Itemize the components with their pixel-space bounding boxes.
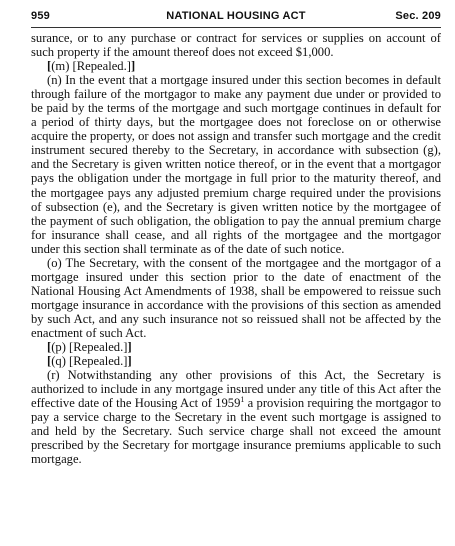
bracket-close: ] [127,340,132,355]
bracket-open: [ [47,340,52,355]
subsection-r-text-start: (r) Notwithstanding any other provisions of this Act, the Secretary is authorized to include in any mortgage insured under any title of this Act after the effective date of the Housing Act of 1959 [31,368,441,411]
bracket-open: [ [47,59,52,74]
running-header [31,9,441,28]
subsection-m-text: (m) [Repealed.] [51,59,131,74]
subsection-q-text: (q) [Repealed.] [51,354,128,369]
subsection-m [31,59,441,73]
bracket-close: ] [130,59,136,74]
document-page [31,9,441,539]
subsection-n: (n) In the event that a mortgage insured under this section becomes in default through failure of the mortgagor to make any payment due under or provided to be paid by the terms of the mortgage and such mortgage continues in default for a period of thirty days, but the mortgagee does not foreclose on or otherwise acquire the property, or does not assign and transfer such mortgage and the credit instrument secured thereby to the Secretary, in accordance with subsection (g), and the Secretary is given written notice thereof, or in the event that a mortgagor pays the obligation under the mortgage in full prior to the maturity thereof, and the mortgagee pays any adjusted premium charge required under the provisions of subsection (e), and the Secretary is given written notice by the mortgagee of the payment of such obligation, the obligation to pay the annual premium charge for insurance shall cease, and all rights of the mortgagee and the mortgagor under this section shall terminate as of the date of such notice. [31,73,441,256]
section-number: Sec. 209 [395,10,441,22]
running-title: NATIONAL HOUSING ACT [166,10,306,22]
bracket-close: ] [127,354,132,369]
subsection-r-text-end: a provision requiring the mortgagor to pay a service charge to the Secretary in the event such mortgage is assigned to and held by the Secretary. Such service charge shall not exceed the amount prescribed by the Secretary for mortgage insurance premiums applicable to such mortgage. [31,396,441,467]
subsection-p [31,340,441,354]
subsection-o: (o) The Secretary, with the consent of the mortgagee and the mortgagor of a mortgage insured under this section prior to the date of enactment of the National Housing Act Amendments of 1938, shall be empowered to reissue such mortgage insurance in accordance with the provisions of this section as amended by such Act, and any such insurance not so reissued shall not be affected by the enactment of such Act. [31,255,441,340]
subsection-r [31,368,441,466]
body-text [31,31,441,466]
page-number: 959 [31,10,50,22]
subsection-q [31,354,441,368]
continued-paragraph: surance, or to any purchase or contract for services or supplies on account of such property if the amount thereof does not exceed $1,000. [31,31,441,60]
bracket-open: [ [47,354,52,369]
footnote-marker: 1 [240,395,245,405]
subsection-p-text: (p) [Repealed.] [51,340,128,355]
